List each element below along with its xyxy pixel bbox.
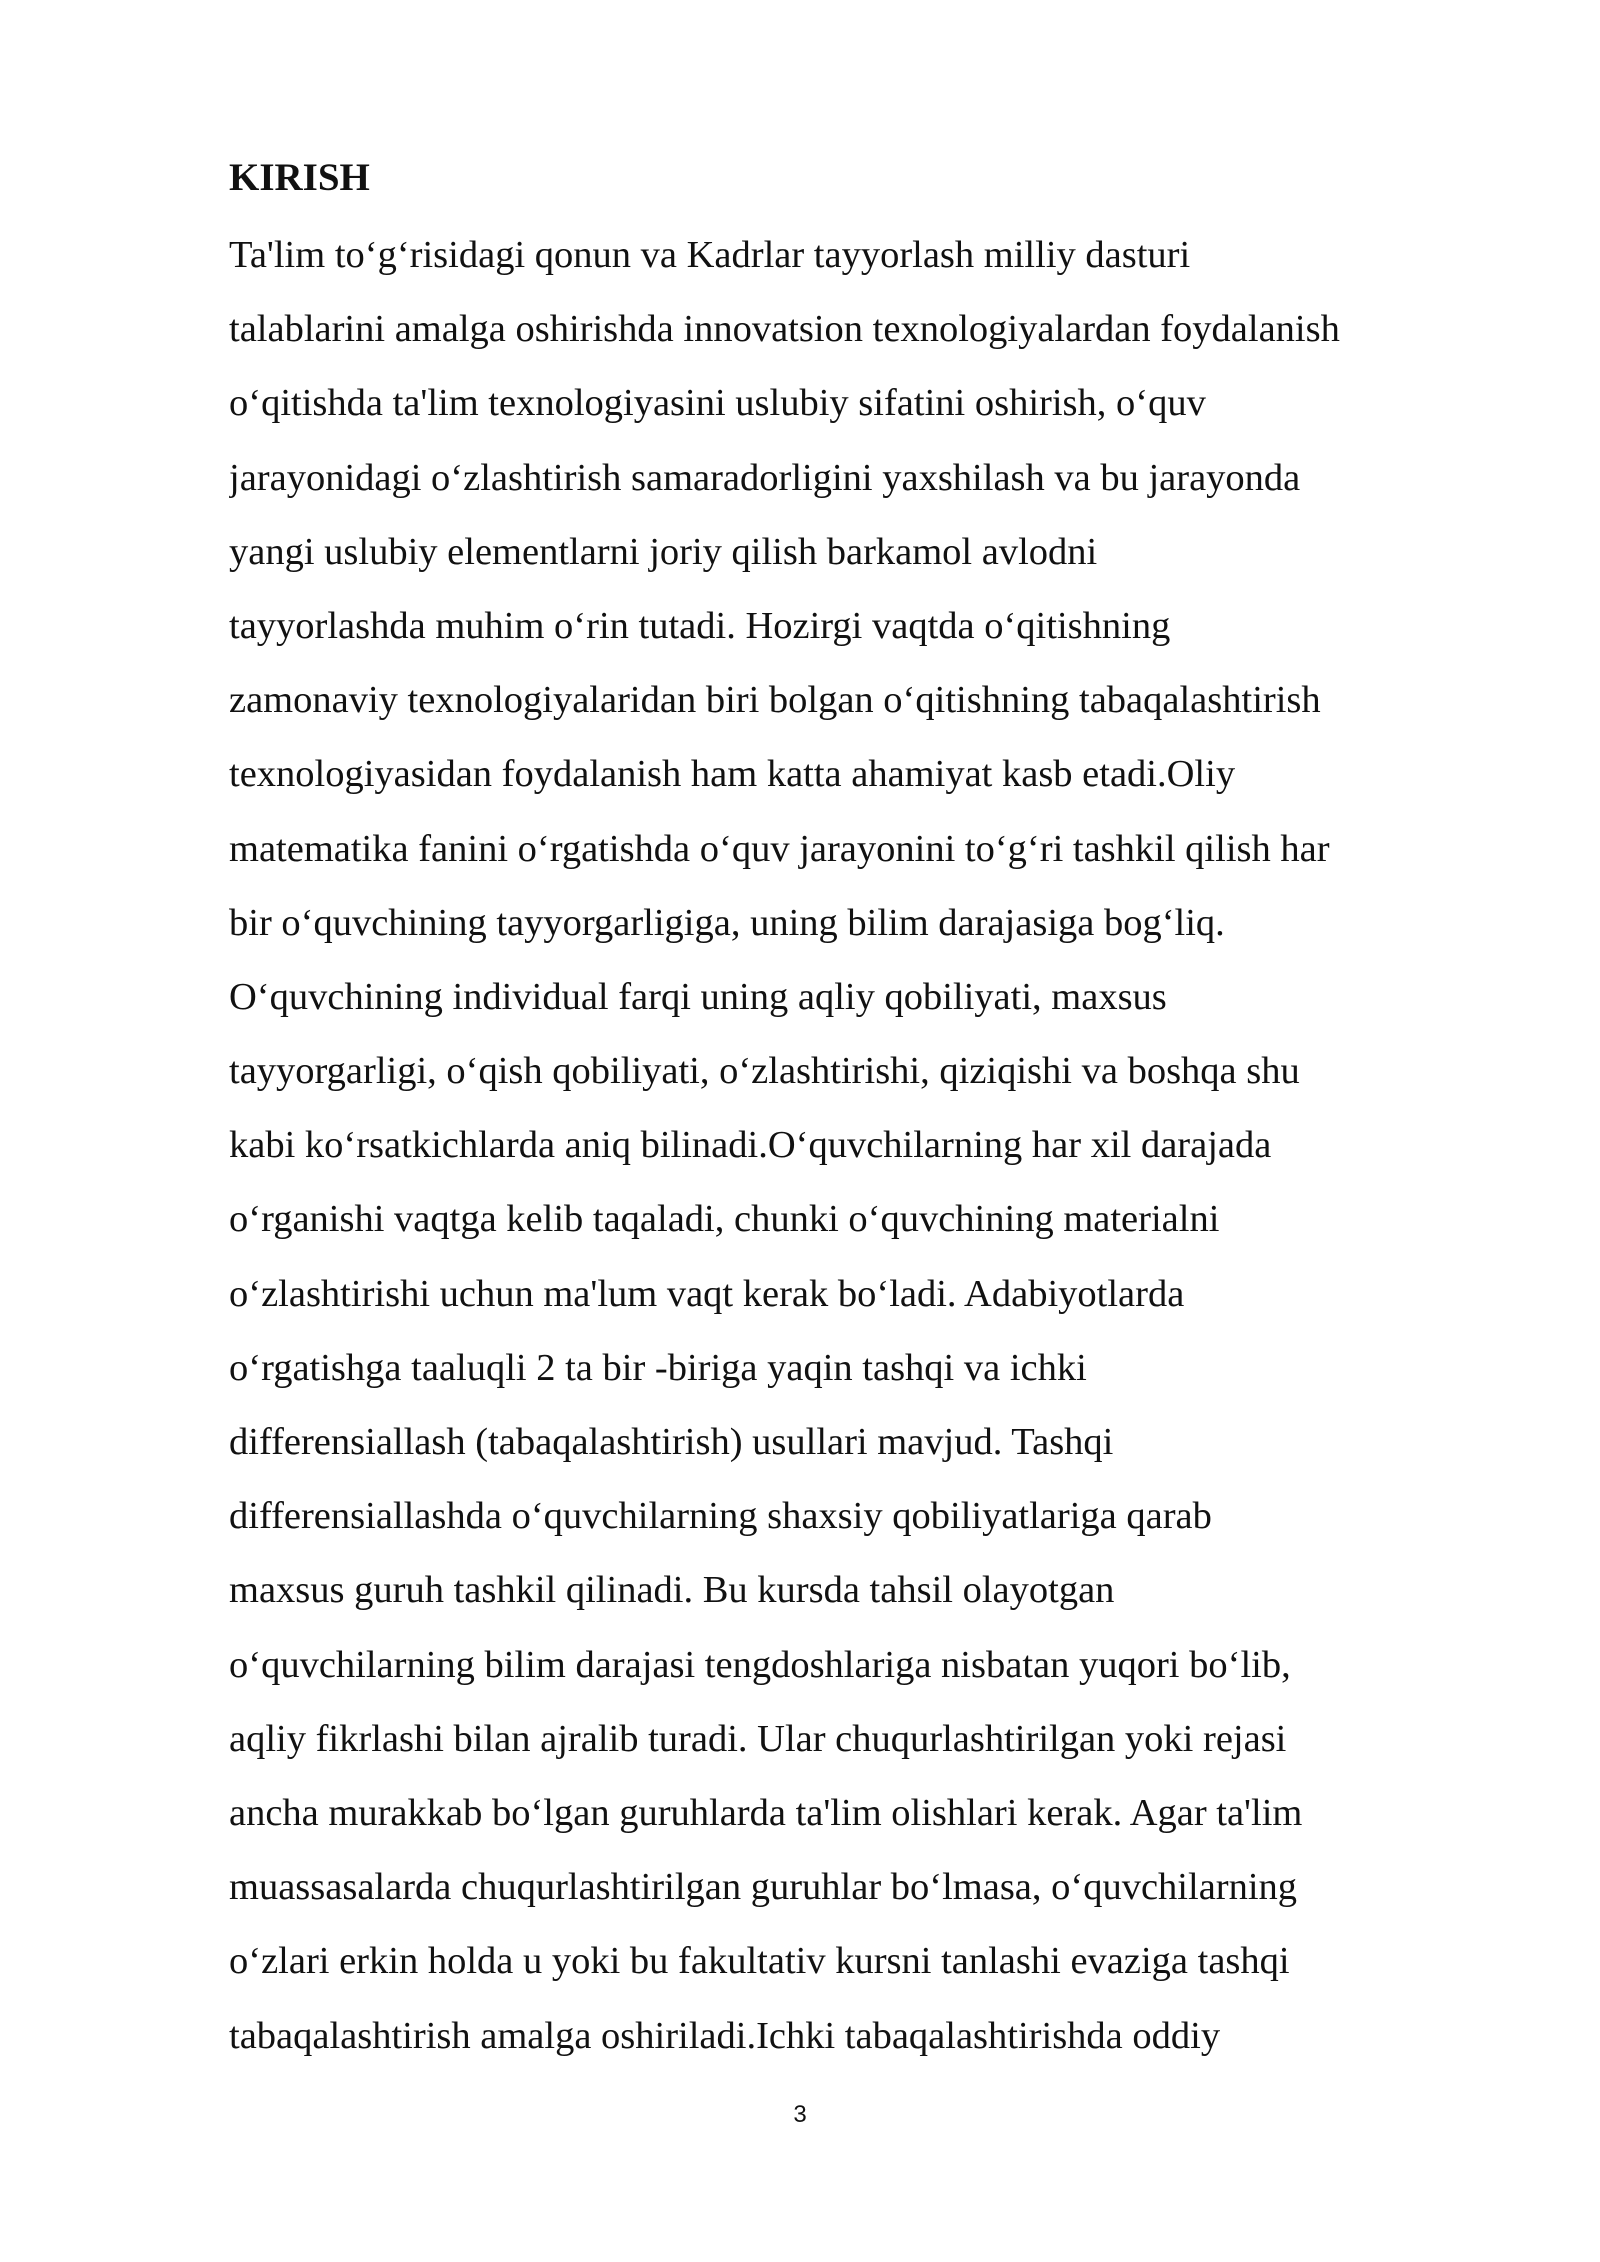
text-line: tayyorgarligi, o‘qish qobiliyati, o‘zlashtirishi, qiziqishi va boshqa shu (229, 1050, 1300, 1093)
text-line: aqliy fikrlashi bilan ajralib turadi. Ular chuqurlashtirilgan yoki rejasi (229, 1717, 1287, 1760)
text-line: ancha murakkab bo‘lgan guruhlarda ta'lim olishlari kerak. Agar ta'lim (229, 1791, 1303, 1834)
text-line: matematika fanini o‘rgatishda o‘quv jarayonini to‘g‘ri tashkil qilish har (229, 827, 1330, 870)
text-line: o‘zlari erkin holda u yoki bu fakultativ kursni tanlashi evaziga tashqi (229, 1940, 1290, 1983)
text-line: o‘rgatishga taaluqli 2 ta bir -biriga yaqin tashqi va ichki (229, 1346, 1087, 1389)
section-heading: KIRISH (229, 156, 370, 199)
text-line: differensiallash (tabaqalashtirish) usullari mavjud. Tashqi (229, 1421, 1114, 1463)
text-line: o‘quvchilarning bilim darajasi tengdoshlariga nisbatan yuqori bo‘lib, (229, 1643, 1291, 1686)
text-line: o‘zlashtirishi uchun ma'lum vaqt kerak bo‘ladi. Adabiyotlarda (229, 1272, 1185, 1315)
text-line: O‘quvchining individual farqi uning aqliy qobiliyati, maxsus (229, 975, 1167, 1018)
text-line: Ta'lim to‘g‘risidagi qonun va Kadrlar tayyorlash milliy dasturi (229, 234, 1191, 276)
page-number: 3 (793, 2101, 807, 2128)
body-paragraph (229, 218, 1484, 2073)
text-line: differensiallashda o‘quvchilarning shaxsiy qobiliyatlariga qarab (229, 1495, 1212, 1538)
text-line: maxsus guruh tashkil qilinadi. Bu kursda tahsil olayotgan (229, 1569, 1115, 1612)
text-line: kabi ko‘rsatkichlarda aniq bilinadi.O‘quvchilarning har xil darajada (229, 1124, 1272, 1167)
text-line: zamonaviy texnologiyalaridan biri bolgan o‘qitishning tabaqalashtirish (229, 679, 1321, 722)
text-line: o‘qitishda ta'lim texnologiyasini uslubiy sifatini oshirish, o‘quv (229, 382, 1206, 425)
text-line: yangi uslubiy elementlarni joriy qilish barkamol avlodni (229, 530, 1098, 573)
text-line: tayyorlashda muhim o‘rin tutadi. Hozirgi vaqtda o‘qitishning (229, 604, 1171, 647)
text-line: jarayonidagi o‘zlashtirish samaradorligini yaxshilash va bu jarayonda (229, 456, 1301, 499)
text-line: bir o‘quvchining tayyorgarligiga, uning bilim darajasiga bog‘liq. (229, 901, 1225, 944)
text-line: o‘rganishi vaqtga kelib taqaladi, chunki o‘quvchining materialni (229, 1198, 1220, 1241)
text-line: talablarini amalga oshirishda innovatsion texnologiyalardan foydalanish (229, 308, 1340, 351)
text-line: muassasalarda chuqurlashtirilgan guruhlar bo‘lmasa, o‘quvchilarning (229, 1866, 1298, 1909)
text-line: texnologiyasidan foydalanish ham katta ahamiyat kasb etadi.Oliy (229, 753, 1236, 796)
text-line: tabaqalashtirish amalga oshiriladi.Ichki tabaqalashtirishda oddiy (229, 2014, 1221, 2057)
